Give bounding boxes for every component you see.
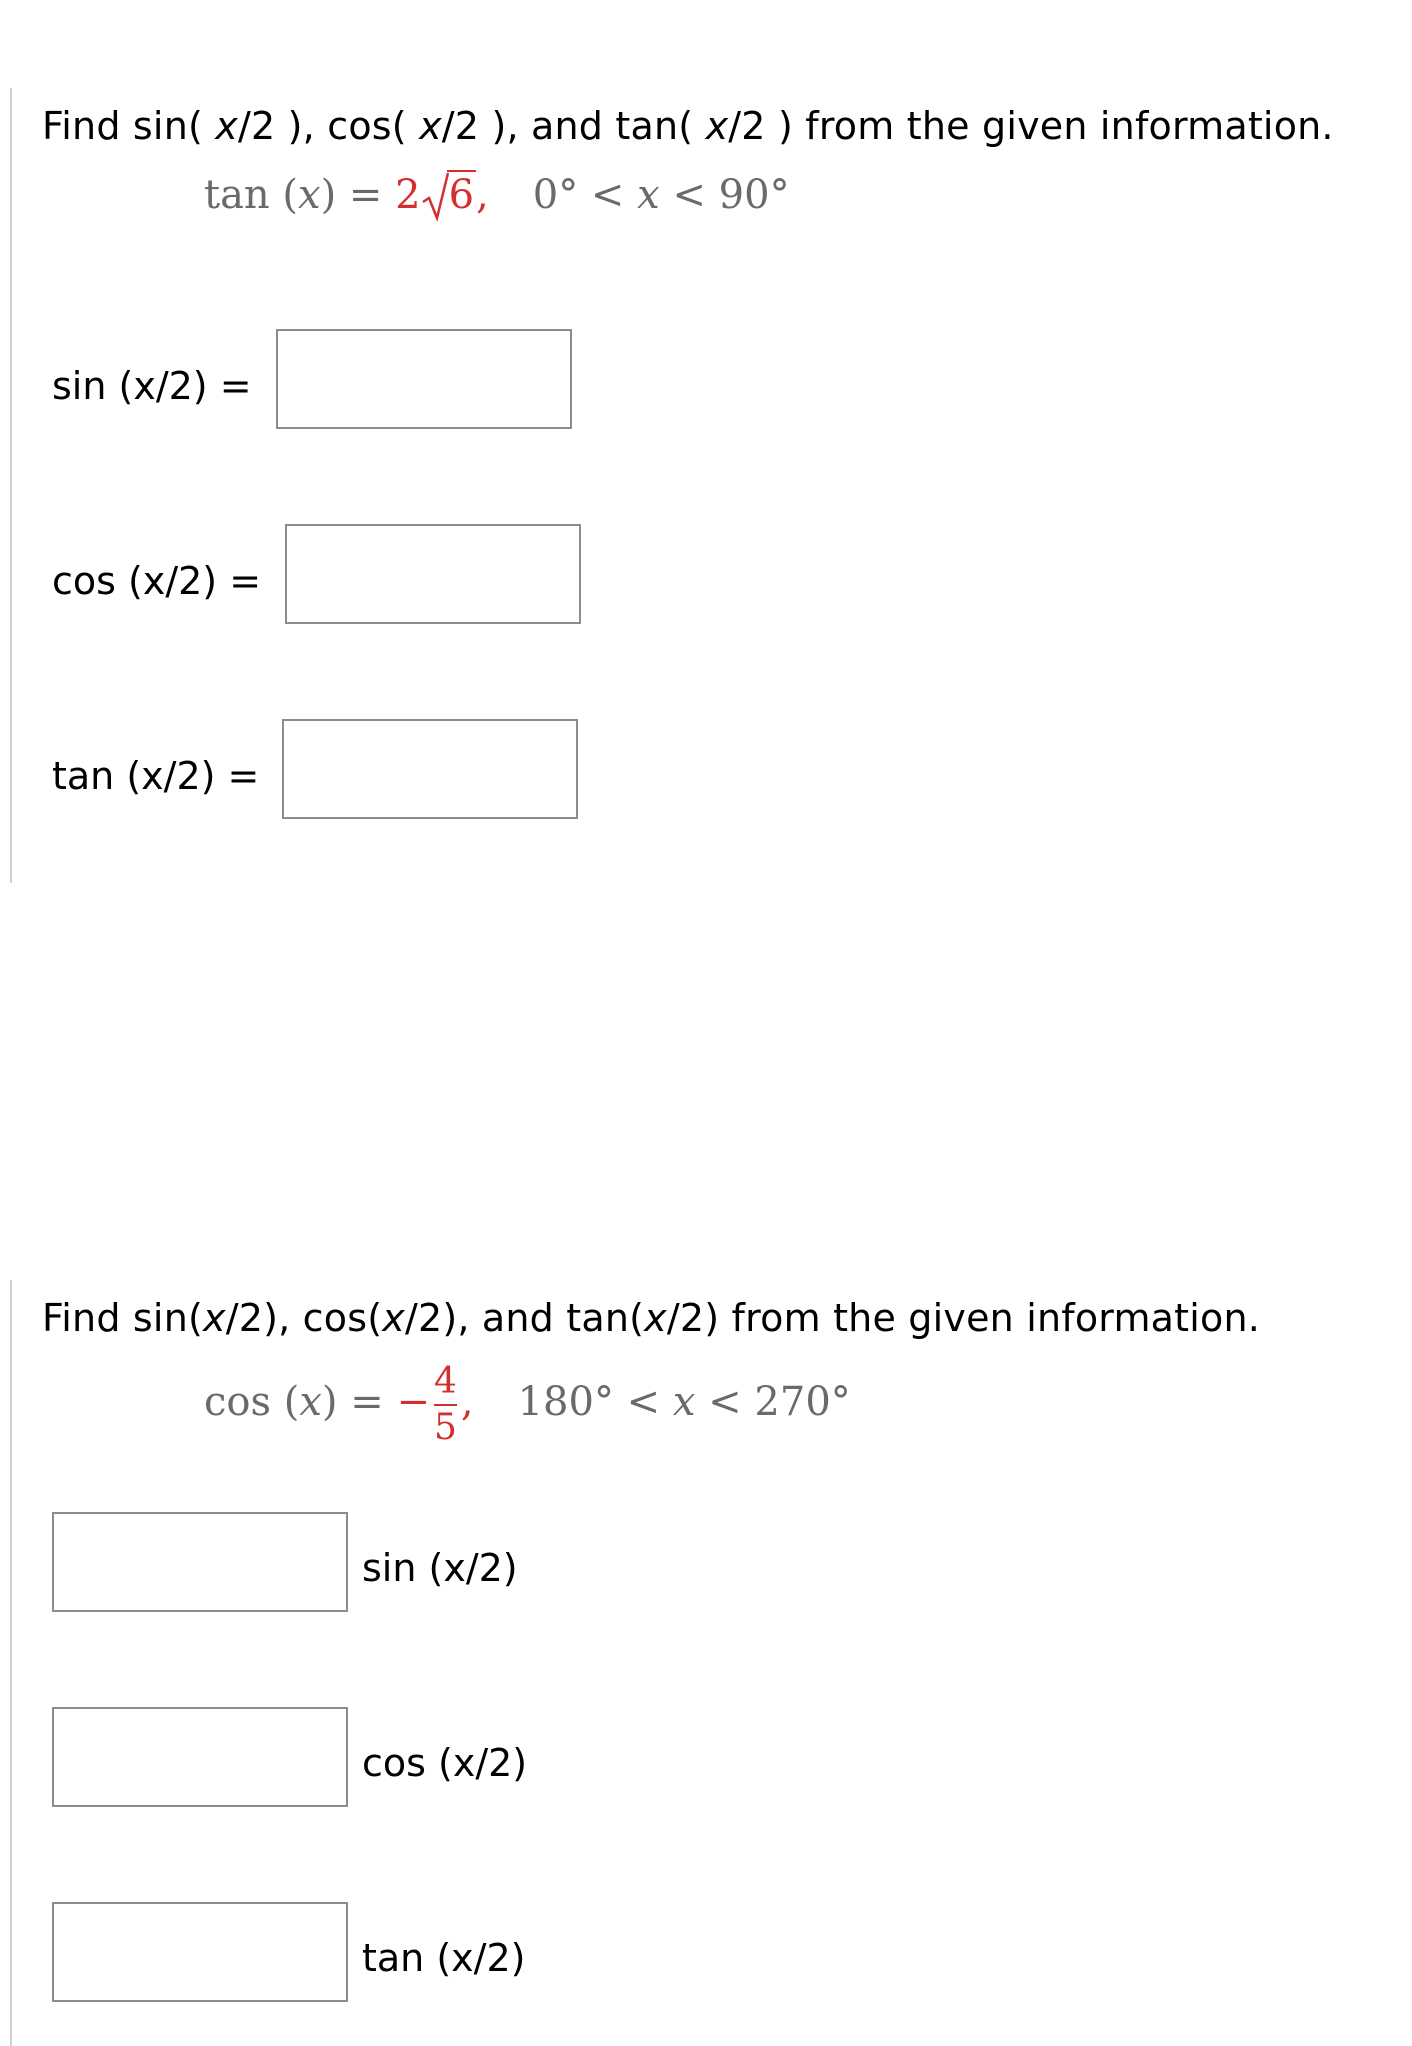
tan-half-angle-answer-input[interactable] <box>52 1902 348 2002</box>
math-symbol: ) = <box>321 1379 397 1425</box>
radical-sign-icon <box>421 172 449 222</box>
prompt-variable: x <box>644 1296 667 1340</box>
fraction-bar <box>434 1404 457 1406</box>
prompt-variable: x <box>705 104 729 148</box>
prompt-text: /2) from the given information. <box>666 1296 1261 1340</box>
sin-half-angle-answer-input[interactable] <box>276 329 572 429</box>
cos-half-angle-answer-input[interactable] <box>285 524 581 624</box>
cos-half-angle-label: cos (x/2) <box>362 1741 528 1785</box>
range-upper: < 90° <box>659 172 790 218</box>
function-name: tan <box>204 172 270 218</box>
cos-half-angle-answer-input[interactable] <box>52 1707 348 1807</box>
prompt-variable: x <box>419 104 442 148</box>
prompt-variable: x <box>382 1296 405 1340</box>
radicand: 6 <box>448 172 475 218</box>
problem-1-prompt <box>42 104 1334 148</box>
math-variable: x <box>637 172 660 218</box>
sin-half-angle-label: sin (x/2) <box>362 1546 518 1590</box>
prompt-text: /2 ), cos( <box>237 104 420 148</box>
tan-half-angle-label: tan (x/2) = <box>52 754 260 798</box>
sin-half-angle-answer-input[interactable] <box>52 1512 348 1612</box>
prompt-text: Find sin( <box>42 1296 203 1340</box>
cos-half-angle-label: cos (x/2) = <box>52 559 262 603</box>
math-variable: x <box>672 1379 696 1425</box>
math-symbol: , <box>476 172 489 218</box>
prompt-text: /2), cos( <box>225 1296 383 1340</box>
math-symbol: ( <box>271 1379 300 1425</box>
fraction <box>434 1362 457 1448</box>
prompt-text: Find sin( <box>42 104 216 148</box>
function-name: cos <box>204 1379 272 1425</box>
math-symbol: ( <box>269 172 299 218</box>
range-lower: 180° < <box>517 1379 673 1425</box>
tan-half-angle-label: tan (x/2) <box>362 1936 526 1980</box>
coefficient: 2 <box>395 172 421 218</box>
math-symbol: , <box>460 1379 474 1425</box>
tan-half-angle-answer-input[interactable] <box>282 719 578 819</box>
square-root <box>421 172 476 218</box>
negative-sign: − <box>396 1379 430 1425</box>
fraction-numerator: 4 <box>433 1361 457 1402</box>
prompt-variable: x <box>203 1296 226 1340</box>
sin-half-angle-label: sin (x/2) = <box>52 364 252 408</box>
range-lower: 0° < <box>532 172 638 218</box>
math-symbol: ) = <box>320 172 396 218</box>
problem-2-prompt <box>42 1296 1260 1340</box>
math-variable: x <box>298 172 321 218</box>
prompt-text: /2 ) from the given information. <box>728 104 1334 148</box>
prompt-text: /2), and tan( <box>404 1296 645 1340</box>
problem-1-given-equation <box>204 172 790 218</box>
prompt-variable: x <box>215 104 238 148</box>
problem-2-given-equation <box>204 1362 851 1448</box>
fraction-denominator: 5 <box>433 1407 457 1448</box>
prompt-text: /2 ), and tan( <box>441 104 706 148</box>
math-variable: x <box>299 1379 322 1425</box>
range-upper: < 270° <box>695 1379 851 1425</box>
